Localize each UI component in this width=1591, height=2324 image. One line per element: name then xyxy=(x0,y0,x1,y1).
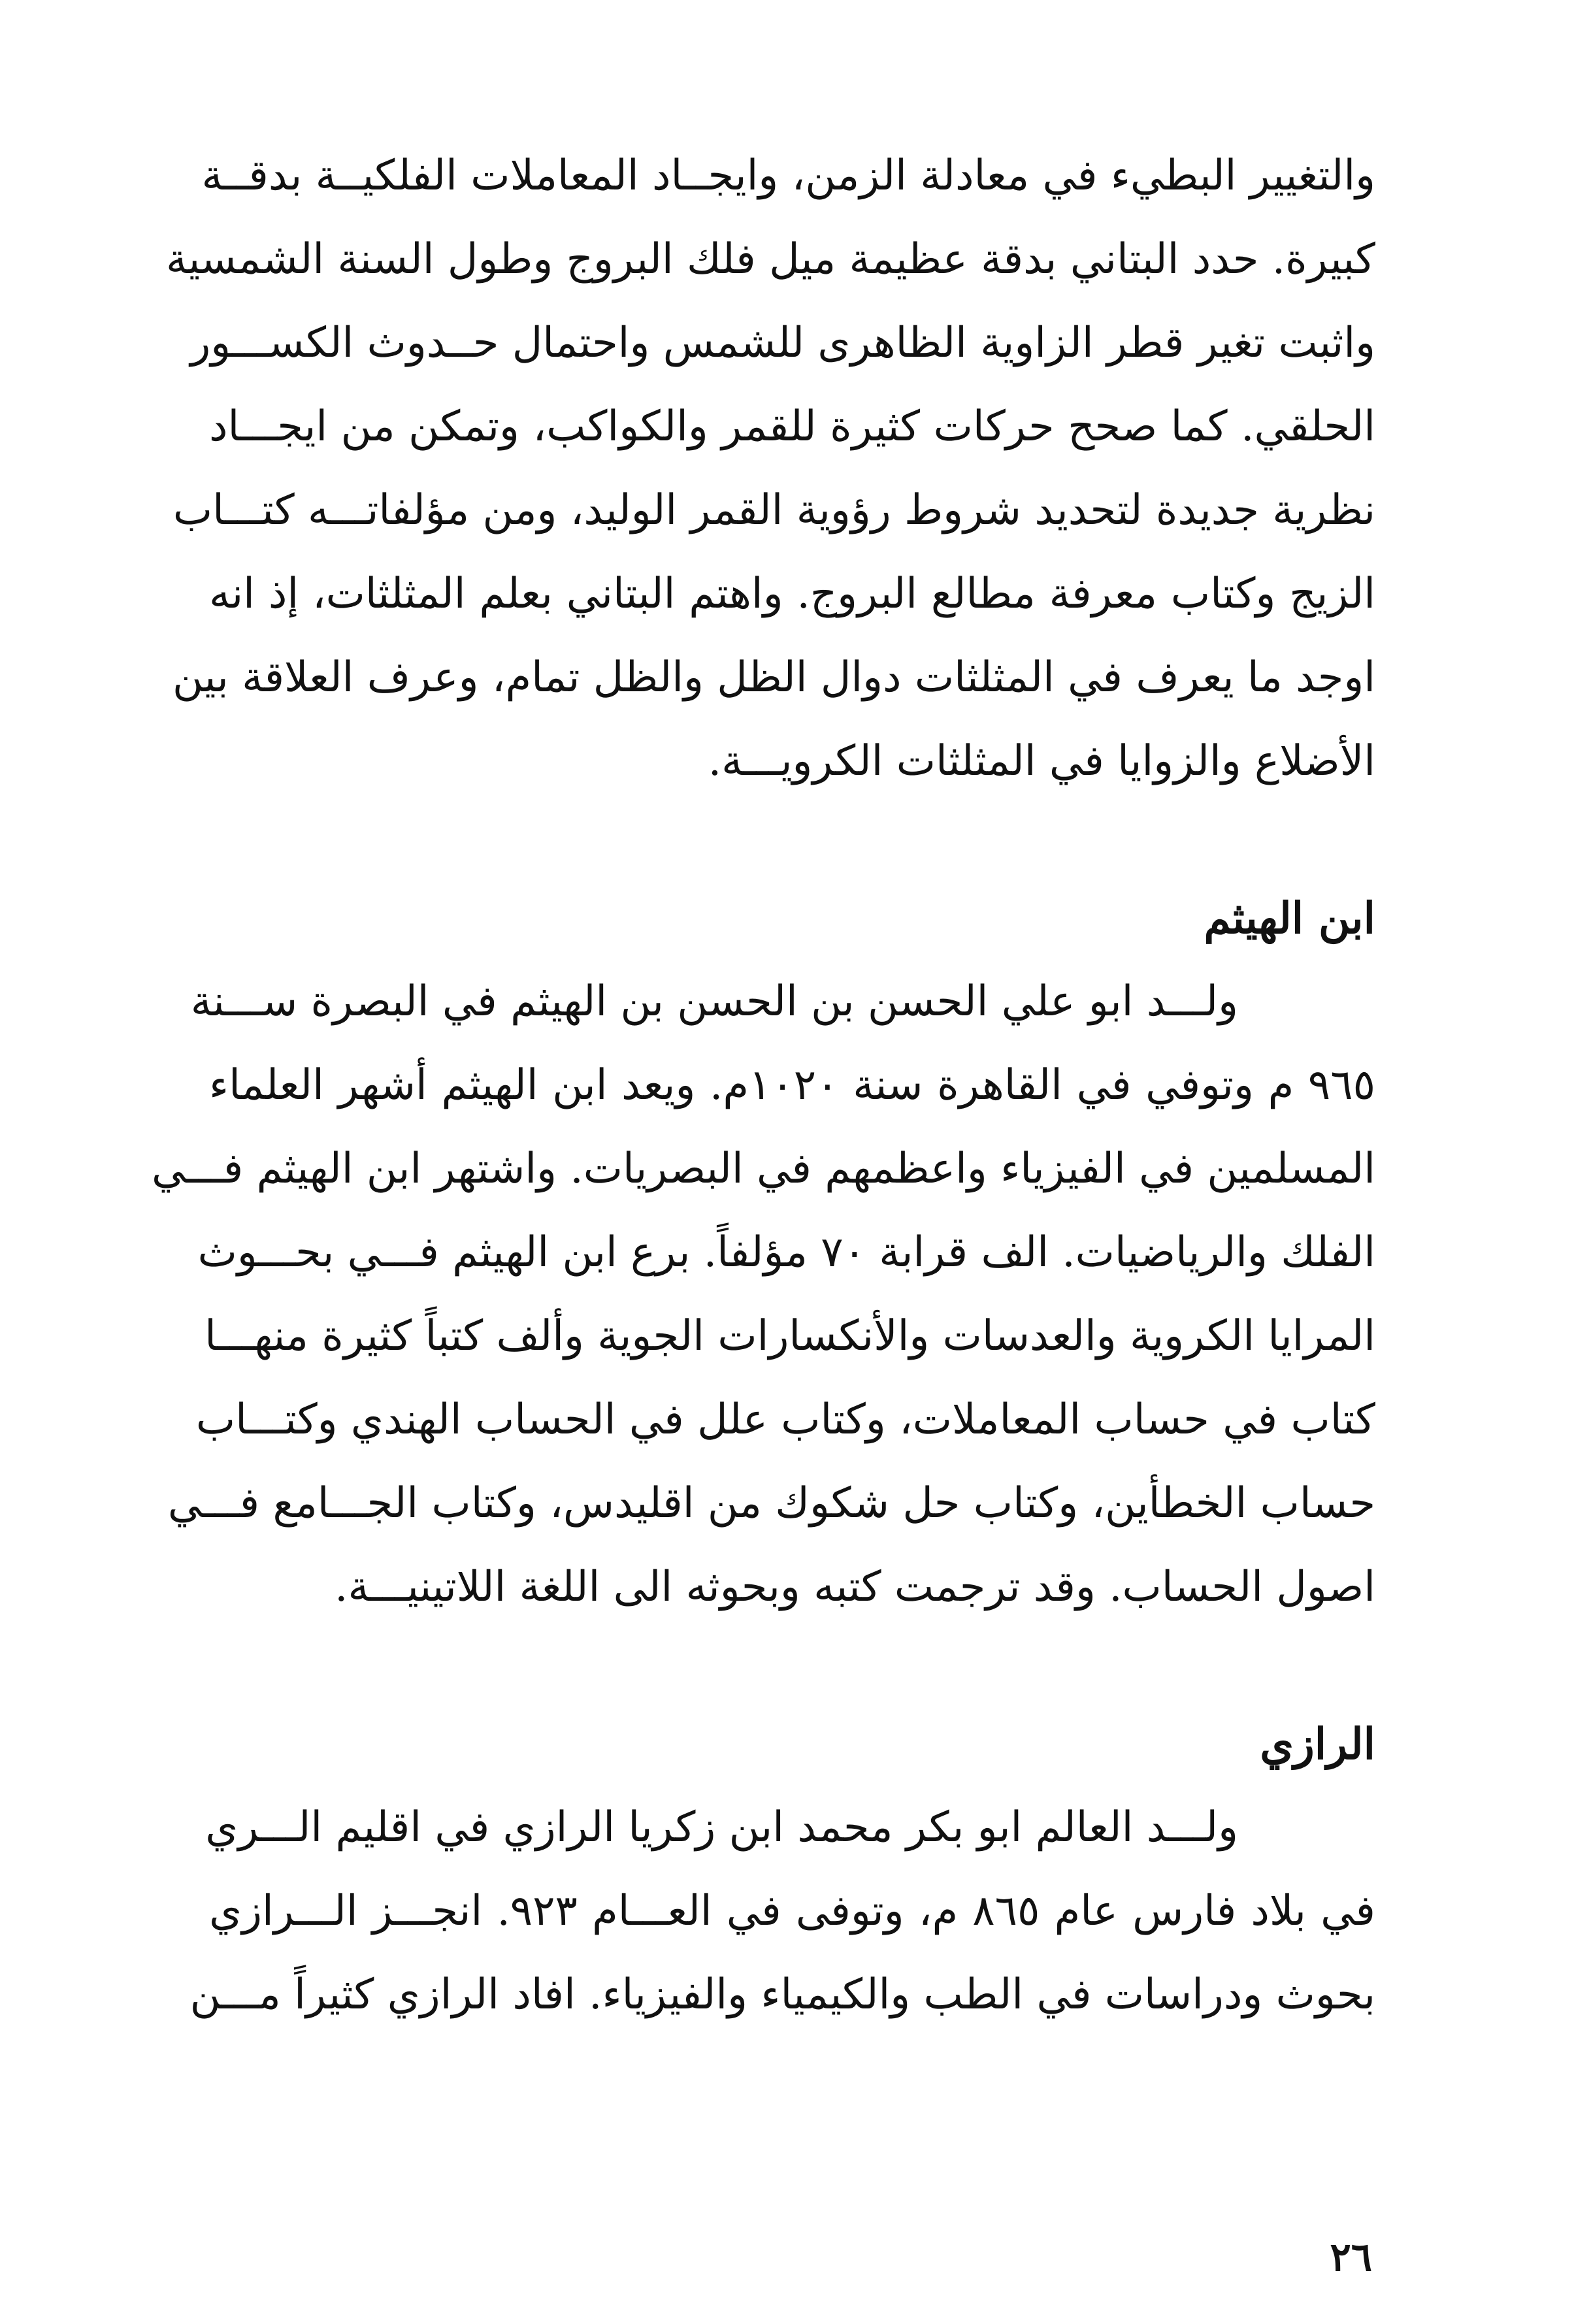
text-line: الحلقي. كما صحح حركات كثيرة للقمر والكواكب، وتمكن من ايجـــاد xyxy=(209,402,1375,451)
text-line: اصول الحساب. وقد ترجمت كتبه وبحوثه الى اللغة اللاتينيـــة. xyxy=(335,1563,1375,1611)
text-line: الأضلاع والزوايا في المثلثات الكرويـــة. xyxy=(708,737,1375,785)
text-line: المسلمين في الفيزياء واعظمهم في البصريات. واشتهر ابن الهيثم فـــي xyxy=(152,1145,1375,1193)
text-line: نظرية جديدة لتحديد شروط رؤوية القمر الوليد، ومن مؤلفاتـــه كتـــاب xyxy=(172,486,1375,534)
paragraph-battani xyxy=(166,134,1375,803)
text-line: المرايا الكروية والعدسات والأنكسارات الجوية وألف كتباً كثيرة منهـــا xyxy=(205,1312,1375,1360)
text-line: ٩٦٥ م وتوفي في القاهرة سنة ١٠٢٠م. ويعد ابن الهيثم أشهر العلماء xyxy=(209,1061,1376,1109)
page-body xyxy=(152,134,1376,2037)
text-line: حساب الخطأين، وكتاب حل شكوك من اقليدس، وكتاب الجـــامع فـــي xyxy=(167,1479,1375,1528)
page-number: ٢٦ xyxy=(1330,2234,1372,2280)
text-line: بحوث ودراسات في الطب والكيمياء والفيزياء. افاد الرازي كثيراً مـــن xyxy=(189,1971,1375,2019)
paragraph-ibn-haytham xyxy=(152,960,1376,1629)
text-line: والتغيير البطيء في معادلة الزمن، وايجــاد المعاملات الفلكيــة بدقــة xyxy=(201,152,1375,200)
text-line: الفلك والرياضيات. الف قرابة ٧٠ مؤلفاً. برع ابن الهيثم فـــي بحـــوث xyxy=(197,1228,1375,1277)
text-line: الزيج وكتاب معرفة مطالع البروج. واهتم البتاني بعلم المثلثات، إذ انه xyxy=(209,570,1375,618)
text-line: ولـــد العالم ابو بكر محمد ابن زكريا الرازي في اقليم الـــري xyxy=(205,1803,1238,1852)
text-line: واثبت تغير قطر الزاوية الظاهرى للشمس واحتمال حــدوث الكســـور xyxy=(190,319,1375,367)
text-line: كتاب في حساب المعاملات، وكتاب علل في الحساب الهندي وكتـــاب xyxy=(195,1396,1375,1444)
text-line: ولـــد ابو علي الحسن بن الحسن بن الهيثم في البصرة ســـنة xyxy=(190,977,1238,1026)
paragraph-razi xyxy=(189,1786,1376,2037)
section-heading-razi: الرازي xyxy=(1260,1718,1375,1769)
text-line: اوجد ما يعرف في المثلثات دوال الظل والظل تمام، وعرف العلاقة بين xyxy=(172,653,1375,702)
text-line: كبيرة. حدد البتاني بدقة عظيمة ميل فلك البروج وطول السنة الشمسية xyxy=(166,235,1375,284)
text-line: في بلاد فارس عام ٨٦٥ م، وتوفى في العـــام ٩٢٣. انجـــز الـــرازي xyxy=(209,1887,1376,1935)
section-heading-ibn-haytham: ابن الهيثم xyxy=(1204,892,1375,943)
